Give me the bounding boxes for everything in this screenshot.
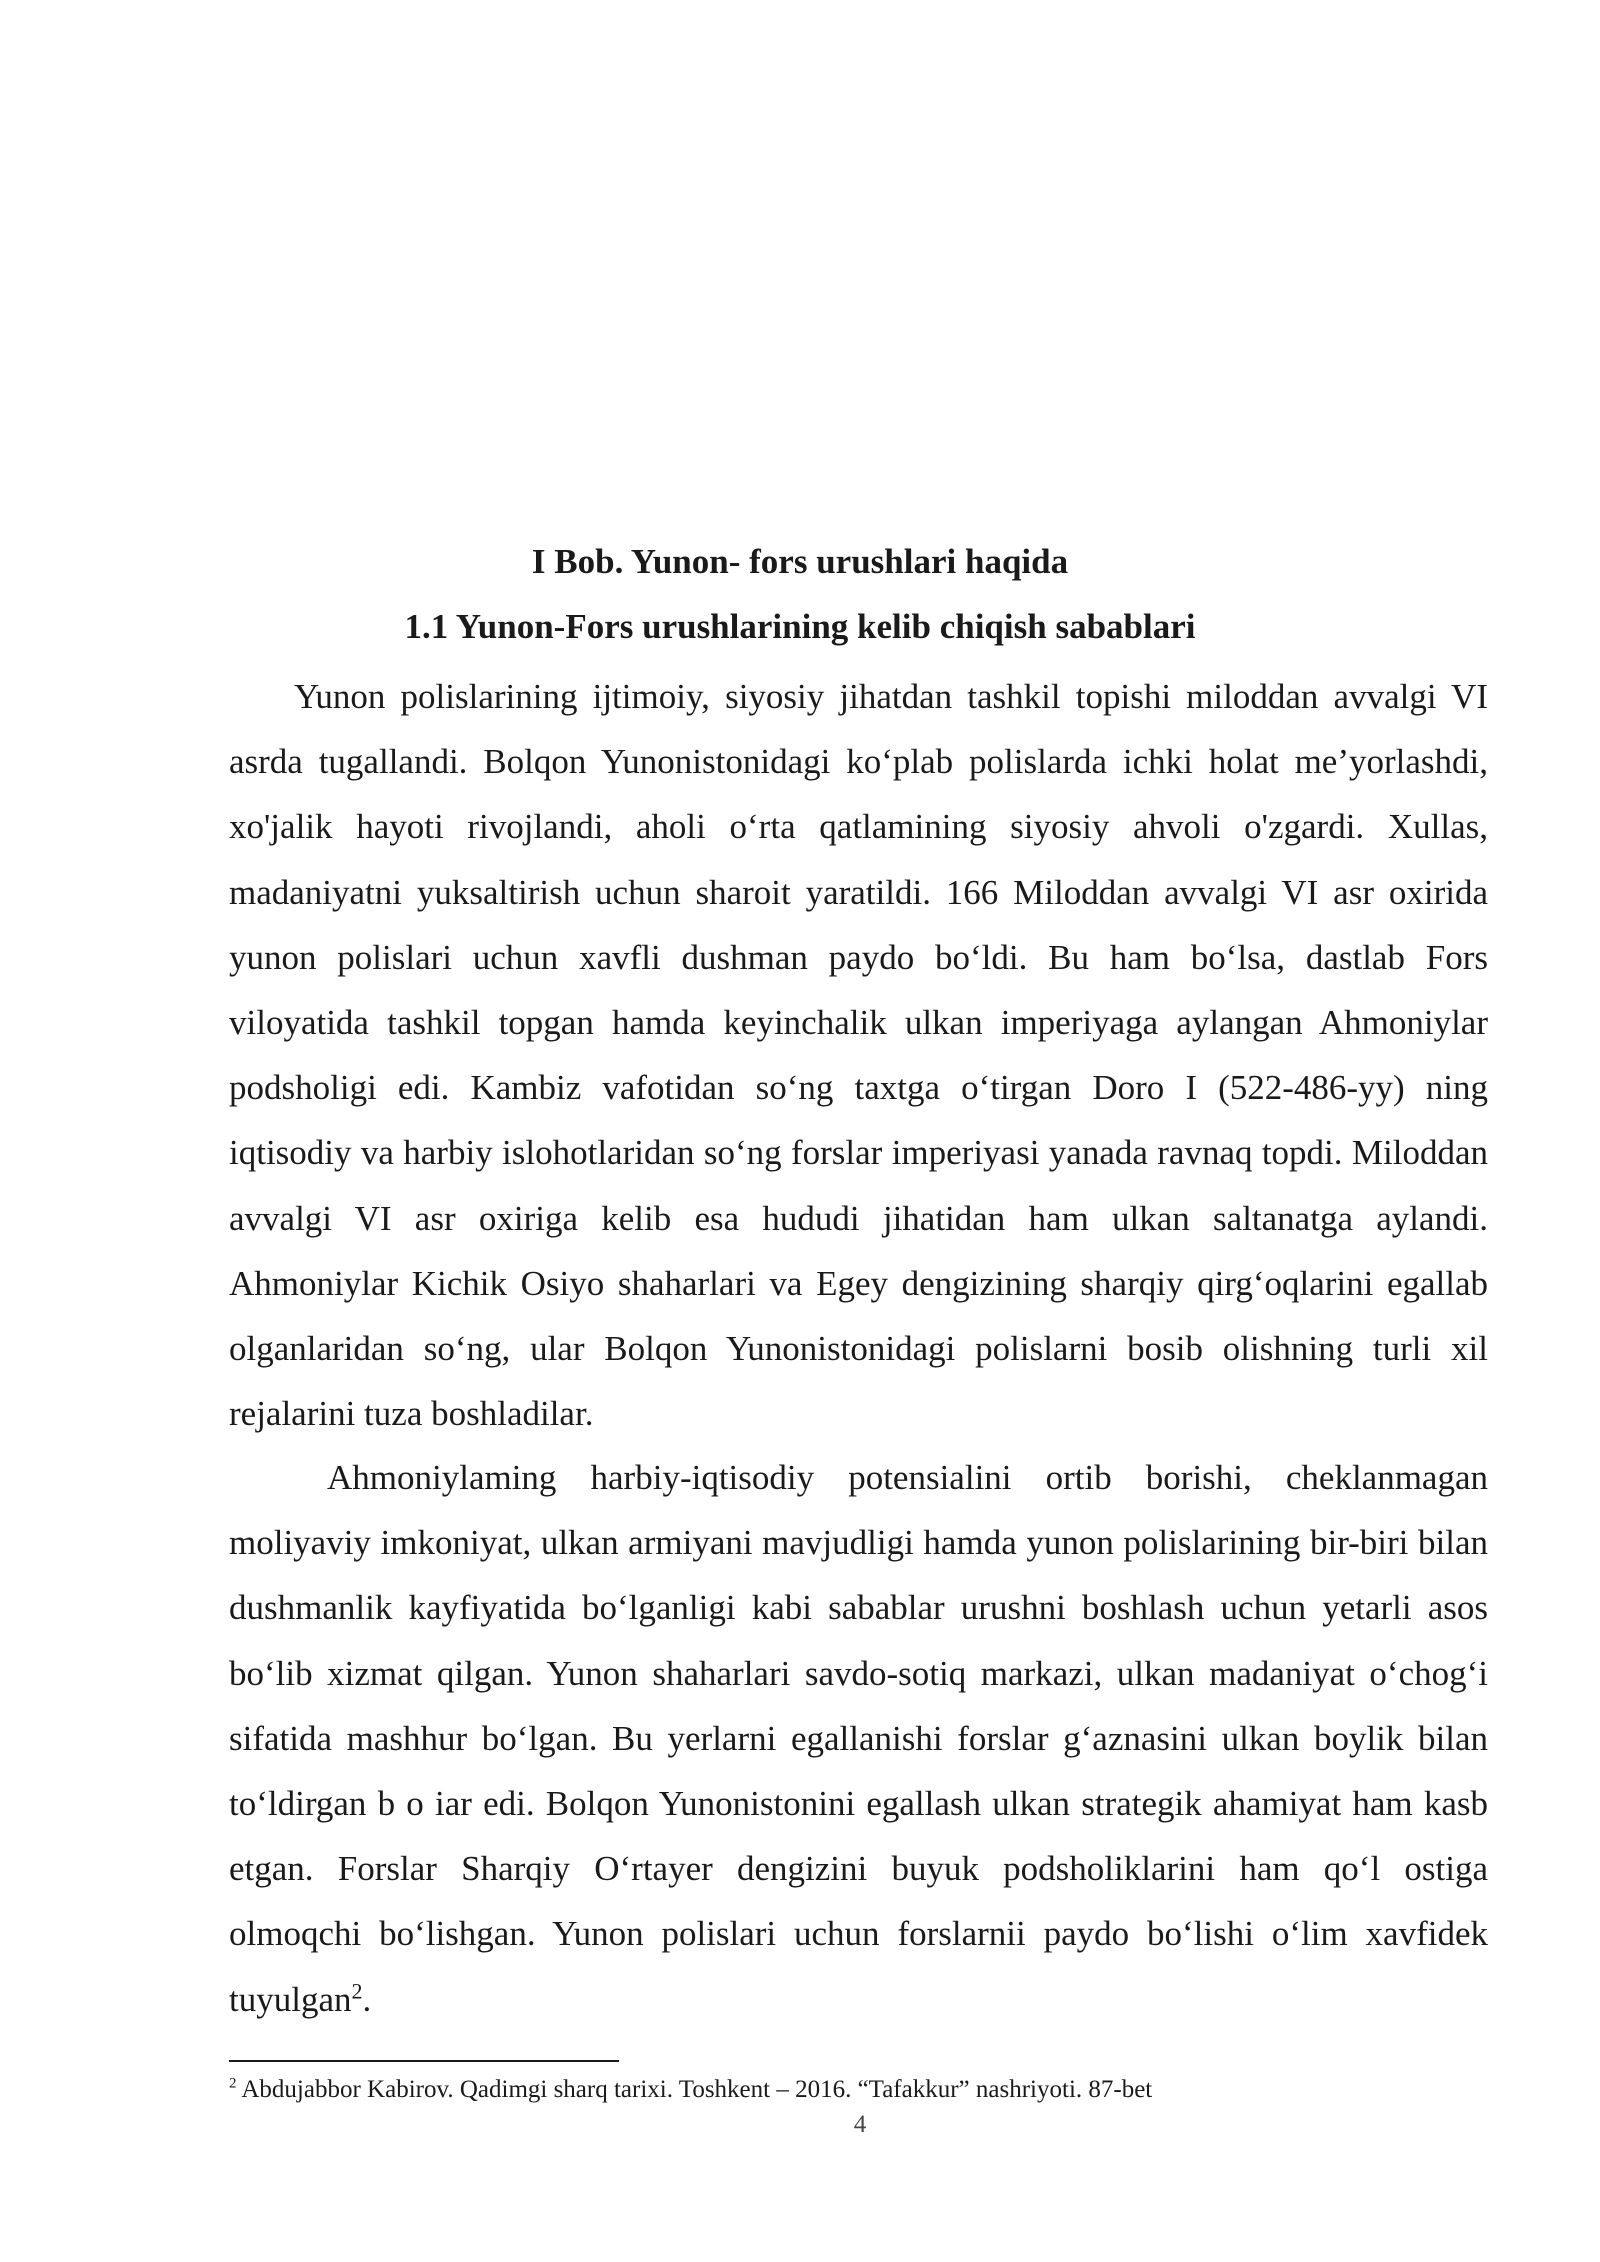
footnote-reference: 2 — [351, 1977, 363, 2003]
footnote — [229, 2073, 1488, 2107]
body-paragraph: Yunon polislarining ijtimoiy, siyosiy jihatdan tashkil topishi miloddan avvalgi VI asrda tugallandi. Bolqon Yunonistonidagi ko‘plab polislarda ichki holat me’yorlashdi, xo'jalik hayoti rivojlandi, aholi o‘rta qatlamining siyosiy ahvoli o'zgardi. Xullas, madaniyatni yuksaltirish uchun sharoit yaratildi. 166 Miloddan avvalgi VI asr oxirida yunon polislari uchun xavfli dushman paydo bo‘ldi. Bu ham bo‘lsa, dastlab Fors viloyatida tashkil topgan hamda keyinchalik ulkan imperiyaga aylangan Ahmoniylar podsholigi edi. Kambiz vafotidan so‘ng taxtga o‘tirgan Doro I (522-486-yy) ning iqtisodiy va harbiy islohotlaridan so‘ng forslar imperiyasi yanada ravnaq topdi. Miloddan avvalgi VI asr oxiriga kelib esa hududi jihatidan ham ulkan saltanatga aylandi. Ahmoniylar Kichik Osiyo shaharlari va Egey dengizining sharqiy qirg‘oqlarini egallab olganlaridan so‘ng, ular Bolqon Yunonistonidagi polislarni bosib olishning turli xil rejalarini tuza boshladilar. — [229, 677, 1488, 1434]
footnote-marker: 2 — [229, 2075, 237, 2092]
footnote-text: Abdujabbor Kabirov. Qadimgi sharq tarixi. Toshkent – 2016. “Tafakkur” nashriyoti. 87-bet — [241, 2076, 1153, 2103]
paragraph-text: Ahmoniylaming harbiy-iqtisodiy potensialini ortib borishi, cheklanmagan moliyaviy imkoniyat, ulkan armiyani mavjudligi hamda yunon polislarining bir-biri bilan dushmanlik kayfiyatida bo‘lganligi kabi sabablar urushni boshlash uchun yetarli asos bo‘lib xizmat qilgan. Yunon shaharlari savdo-sotiq markazi, ulkan madaniyat o‘chog‘i sifatida mashhur bo‘lgan. Bu yerlarni egallanishi forslar g‘aznasini ulkan boylik bilan to‘ldirgan b o iar edi. Bolqon Yunonistonini egallash ulkan strategik ahamiyat ham kasb etgan. Forslar Sharqiy O‘rtayer dengizini buyuk podsholiklarini ham qo‘l ostiga olmoqchi bo‘lishgan. Yunon polislari uchun forslarnii paydo bo‘lishi o‘lim xavfidek tuyulgan — [229, 1458, 1488, 2019]
footnote-separator — [229, 2060, 619, 2062]
page-number: 4 — [853, 2111, 867, 2138]
section-title: 1.1 Yunon-Fors urushlarining kelib chiqish sabablari — [404, 607, 1196, 646]
body-paragraph — [229, 1445, 1488, 2032]
paragraph-end-punctuation: . — [362, 1979, 372, 2019]
chapter-title: I Bob. Yunon- fors urushlari haqida — [531, 542, 1069, 581]
